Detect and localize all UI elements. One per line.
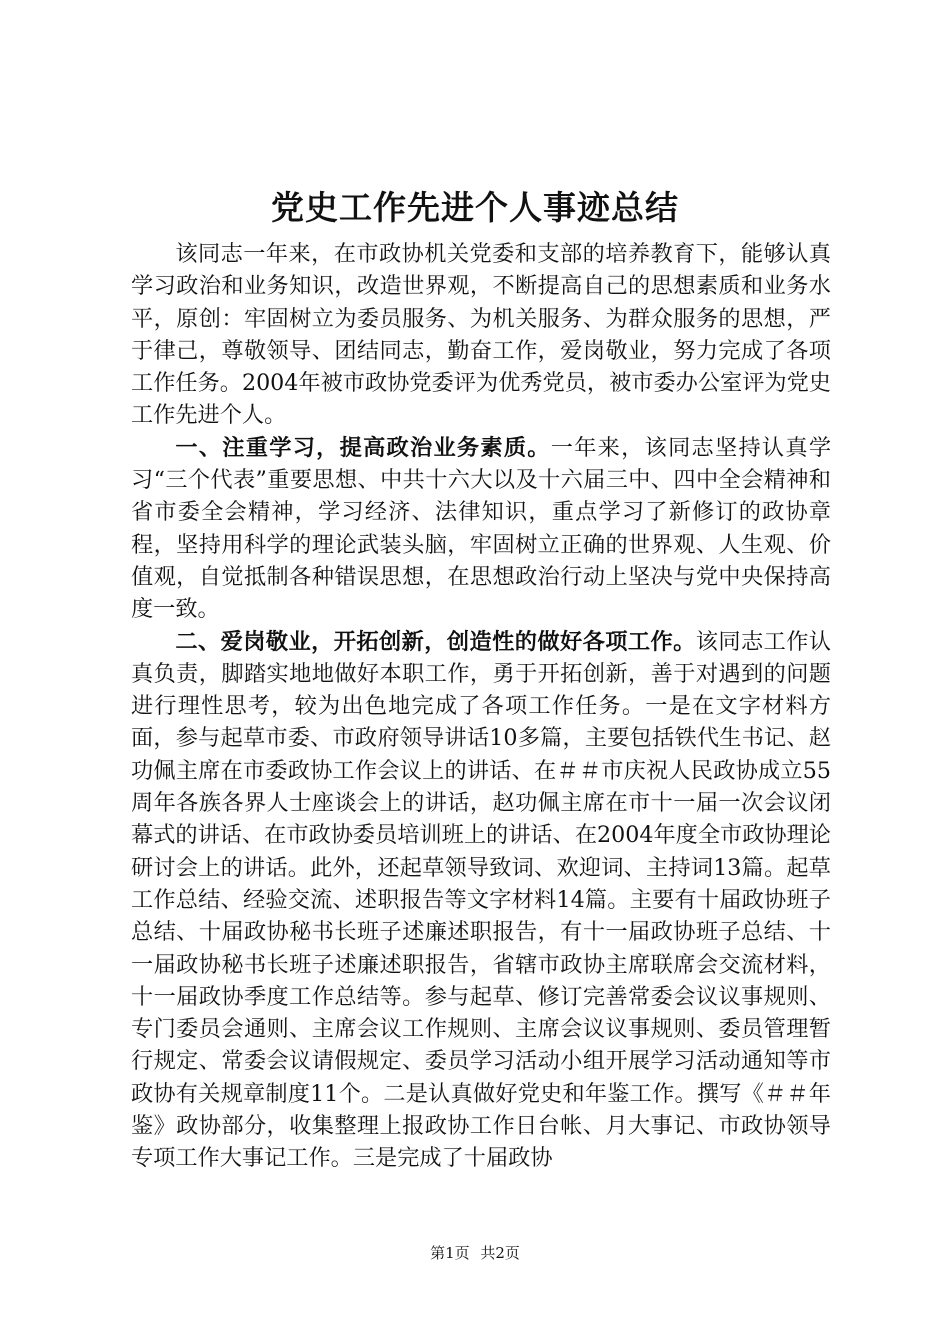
paragraph-text: 该同志工作认真负责，脚踏实地地做好本职工作，勇于开拓创新，善于对遇到的问题进行理性思考，较为出色地完成了各项工作任务。一是在文字材料方面，参与起草市委、市政府领导讲话10多篇，主要包括铁代生书记、赵功佩主席在市委政协工作会议上的讲话、在＃＃市庆祝人民政协成立55周年各族各界人士座谈会上的讲话，赵功佩主席在市十一届一次会议闭幕式的讲话、在市政协委员培训班上的讲话、在2004年度全市政协理论研讨会上的讲话。此外，还起草领导致词、欢迎词、主持词13篇。起草工作总结、经验交流、述职报告等文字材料14篇。主要有十届政协班子总结、十届政协秘书长班子述廉述职报告，有十一届政协班子总结、十一届政协秘书长班子述廉述职报告，省辖市政协主席联席会交流材料，十一届政协季度工作总结等。参与起草、修订完善常委会议议事规则、专门委员会通则、主席会议工作规则、主席会议议事规则、委员管理暂行规定、常委会议请假规定、委员学习活动小组开展学习活动通知等市政协有关规章制度11个。二是认真做好党史和年鉴工作。撰写《＃＃年鉴》政协部分，收集整理上报政协工作日台帐、月大事记、市政协领导专项工作大事记工作。三是完成了十届政协 — [131, 628, 832, 1172]
paragraph-heading: 一、注重学习，提高政治业务素质。 — [175, 434, 551, 461]
paragraph-intro — [131, 238, 831, 432]
page-footer — [0, 1243, 950, 1263]
page-total: 共2页 — [480, 1244, 520, 1262]
paragraph-text: 该同志一年来，在市政协机关党委和支部的培养教育下，能够认真学习政治和业务知识，改造世界观，不断提高自己的思想素质和业务水平，原创：牢固树立为委员服务、为机关服务、为群众服务的思想，严于律己，尊敬领导、团结同志，勤奋工作，爱岗敬业，努力完成了各项工作任务。2004年被市政协党委评为优秀党员，被市委办公室评为党史工作先进个人。 — [131, 241, 831, 429]
paragraph-text: 一年来，该同志坚持认真学习“三个代表”重要思想、中共十六大以及十六届三中、四中全会精神和省市委全会精神，学习经济、法律知识，重点学习了新修订的政协章程，坚持用科学的理论武装头脑，牢固树立正确的世界观、人生观、价值观，自觉抵制各种错误思想，在思想政治行动上坚决与党中央保持高度一致。 — [131, 434, 832, 623]
paragraph-study — [131, 432, 831, 626]
page-title: 党史工作先进个人事迹总结 — [271, 188, 679, 227]
paragraph-work — [131, 626, 831, 1175]
paragraph-heading: 二、爱岗敬业，开拓创新，创造性的做好各项工作。 — [175, 628, 696, 655]
document-body — [131, 238, 831, 1175]
page-number: 第1页 — [430, 1244, 470, 1262]
